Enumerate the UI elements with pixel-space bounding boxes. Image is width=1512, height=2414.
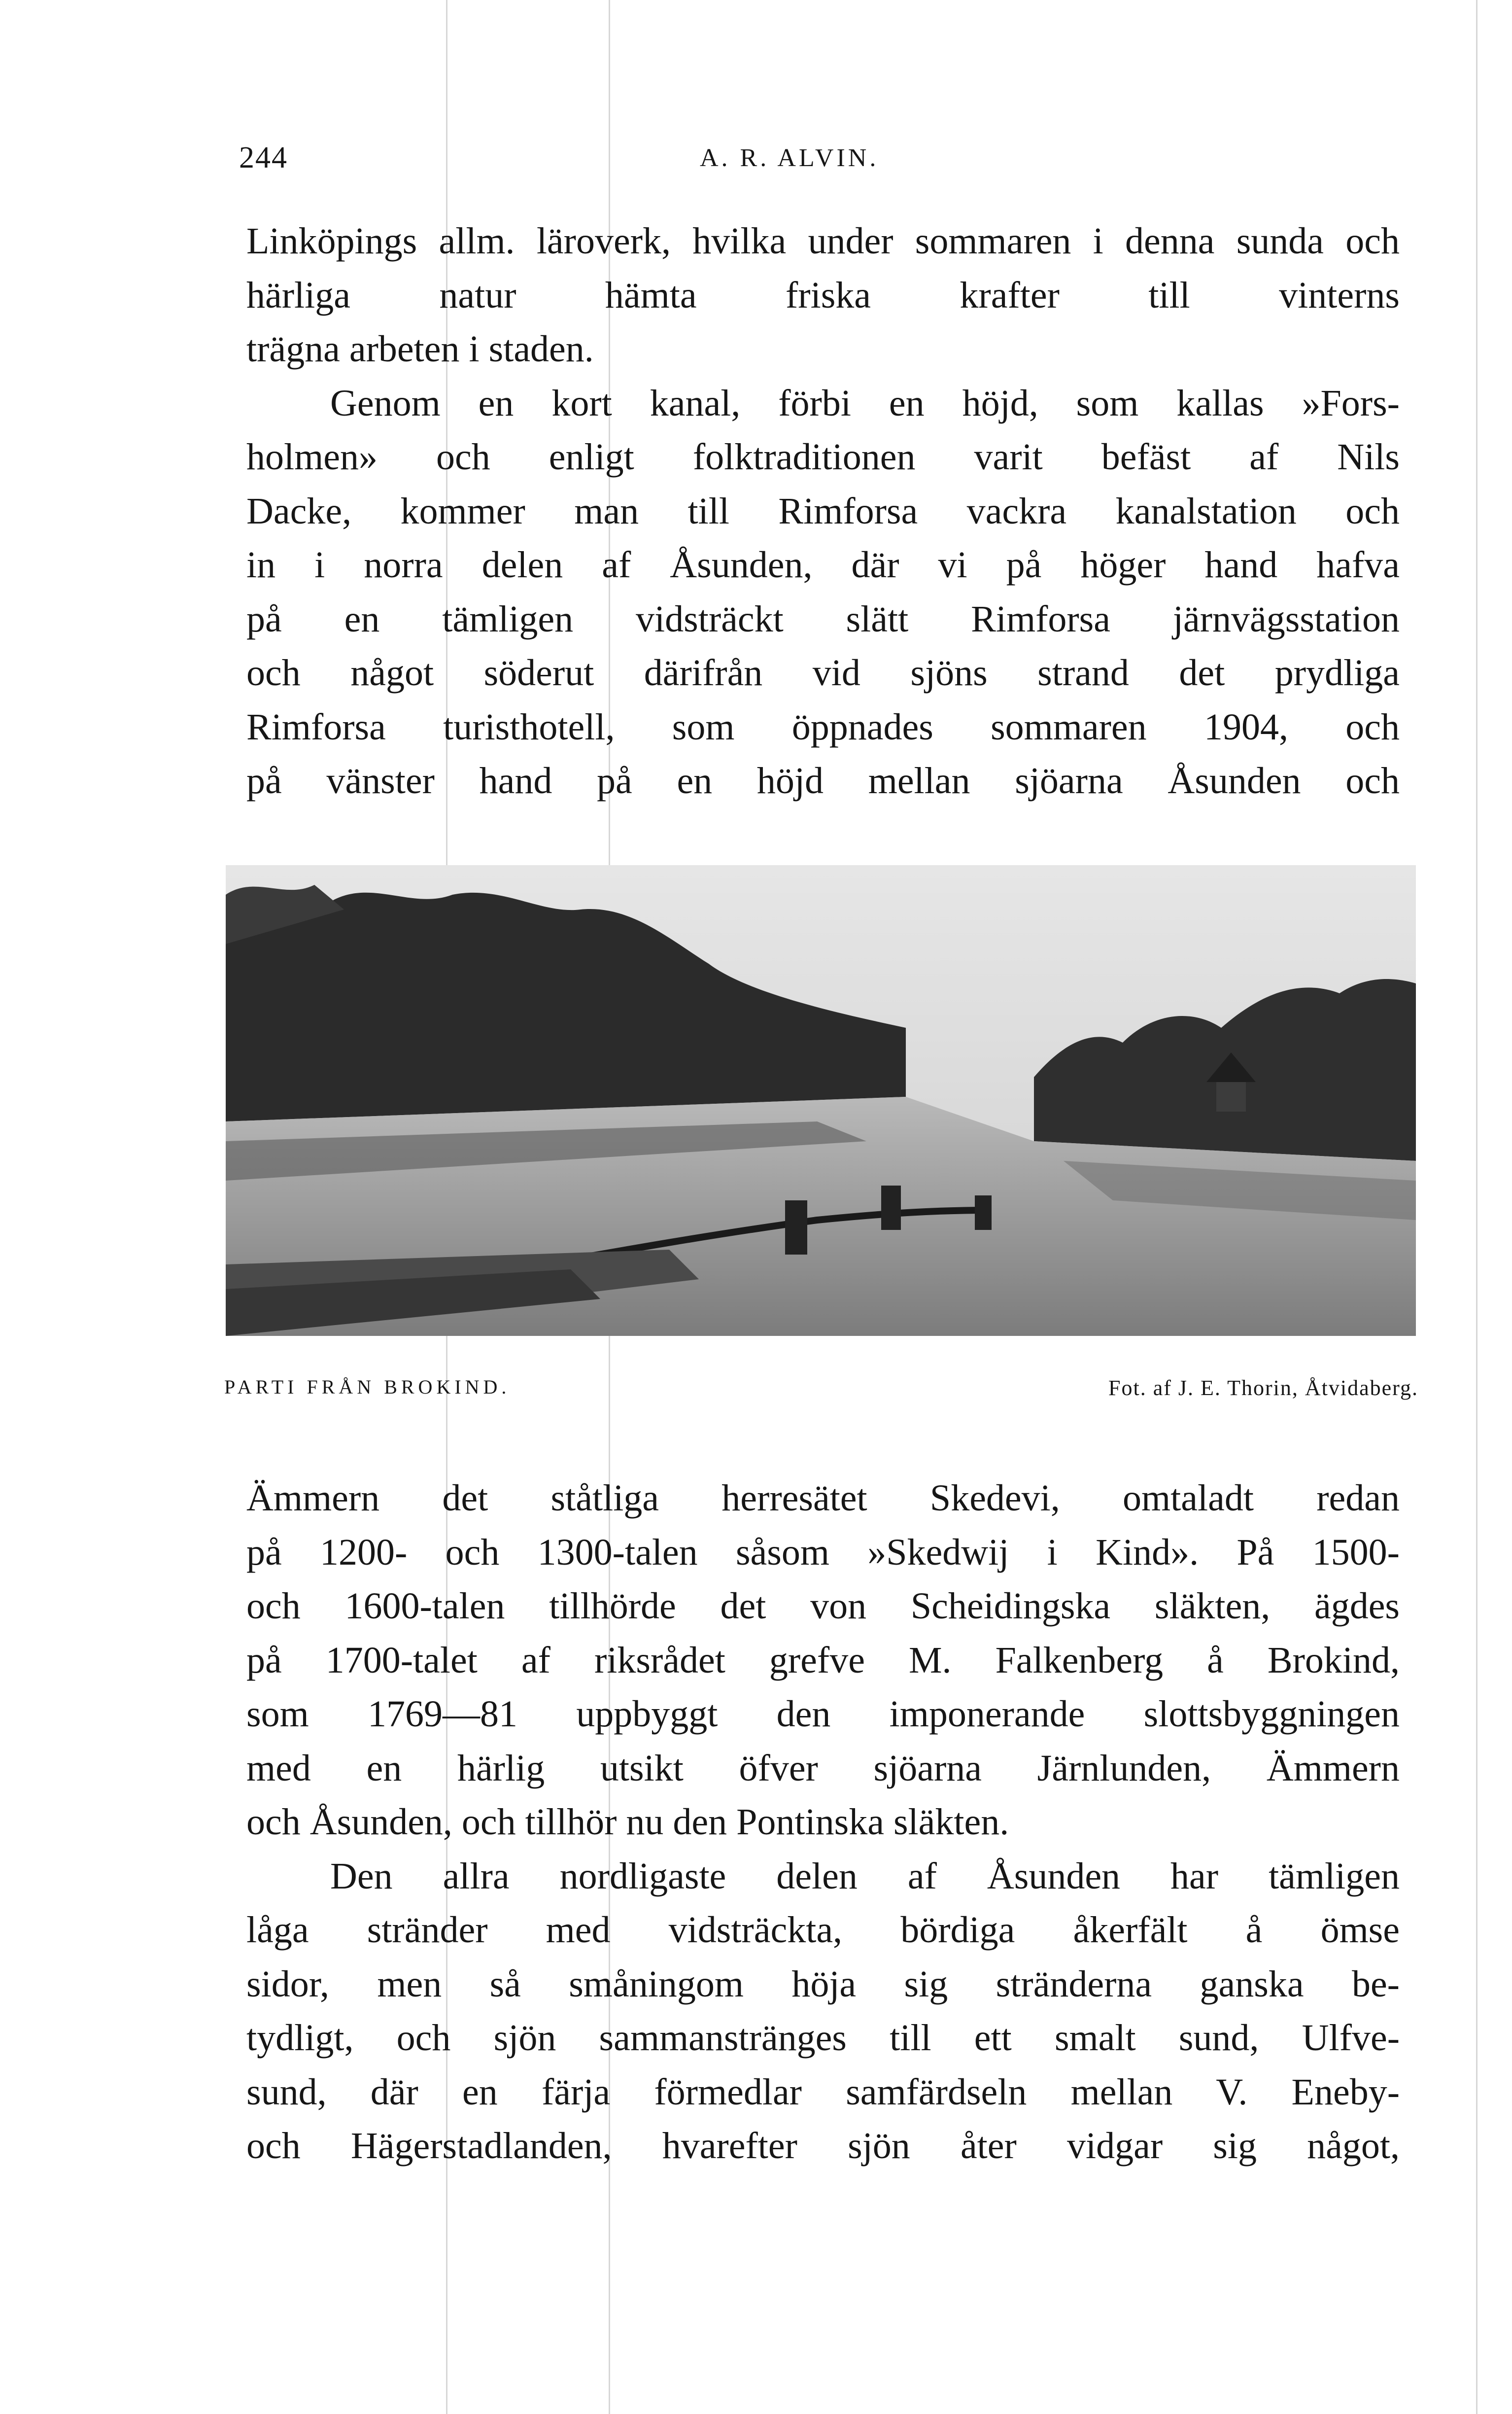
running-title: A. R. ALVIN. <box>700 144 879 172</box>
paragraph-line <box>246 2011 1400 2065</box>
paragraph-line <box>246 1471 1400 1526</box>
text-line: Rimforsa turisthotell, som öppnades sommaren 1904, och <box>246 706 1400 748</box>
text-line: låga stränder med vidsträckta, bördiga åkerfält å ömse <box>246 1909 1400 1951</box>
paragraph-line <box>246 2119 1400 2173</box>
paragraph-last-line <box>246 322 1400 377</box>
text-line: och 1600-talen tillhörde det von Scheidingska släkten, ägdes <box>246 1585 1400 1627</box>
running-head <box>239 140 1412 185</box>
paragraph-line <box>246 1742 1400 1796</box>
text-line: på vänster hand på en höjd mellan sjöarna Åsunden och <box>246 760 1400 802</box>
text-line: in i norra delen af Åsunden, där vi på höger hand hafva <box>246 544 1400 586</box>
paragraph-line <box>246 538 1400 593</box>
paragraph <box>246 377 1400 431</box>
text-line: och Hägerstadlanden, hvarefter sjön åter vidgar sig något, <box>246 2125 1400 2167</box>
photo-caption-title: PARTI FRÅN BROKIND. <box>224 1376 511 1398</box>
paragraph-line <box>246 700 1400 755</box>
paragraph-line <box>246 1903 1400 1958</box>
lake-photograph <box>226 865 1416 1336</box>
paragraph-line <box>246 1634 1400 1688</box>
text-line: sunda och härliga natur hämta friska krafter till vinterns <box>246 220 1400 316</box>
paragraph-line <box>246 1579 1400 1634</box>
text-line: och Åsunden, och tillhör nu den Pontinska släkten. <box>246 1801 1009 1843</box>
text-block-top <box>246 214 1400 808</box>
text-line: Den allra nordligaste delen af Åsunden har tämligen <box>330 1855 1400 1897</box>
text-line: på 1200- och 1300-talen såsom »Skedwij i Kind». På 1500- <box>246 1531 1400 1573</box>
paragraph-line <box>246 2065 1400 2120</box>
text-line: och något söderut därifrån vid sjöns strand det prydliga <box>246 652 1400 694</box>
paragraph <box>246 1850 1400 1904</box>
text-line: Linköpings allm. läroverk, hvilka under sommaren i denna <box>246 220 1215 262</box>
paragraph-line <box>246 646 1400 700</box>
paragraph-line <box>246 1526 1400 1580</box>
text-line: tydligt, och sjön sammanstränges till ett smalt sund, Ulfve- <box>246 2017 1400 2059</box>
text-block-bottom <box>246 1471 1400 2173</box>
paragraph-last-line <box>246 1795 1400 1850</box>
paragraph-line <box>246 1958 1400 2012</box>
scan-artifact-line <box>1476 0 1478 2414</box>
paragraph-line <box>246 1687 1400 1742</box>
text-line: med en härlig utsikt öfver sjöarna Järnlunden, Ämmern <box>246 1747 1400 1789</box>
paragraph-line <box>246 754 1400 808</box>
text-line: holmen» och enligt folktraditionen varit befäst af Nils <box>246 436 1400 478</box>
paragraph-line <box>246 430 1400 485</box>
text-line: sidor, men så småningom höja sig stränderna ganska be- <box>246 1963 1400 2005</box>
text-line: på en tämligen vidsträckt slätt Rimforsa järnvägsstation <box>246 598 1400 640</box>
photo-illustration <box>226 865 1416 1336</box>
photo-credit: Fot. af J. E. Thorin, Åtvidaberg. <box>1108 1376 1418 1400</box>
page-number: 244 <box>239 141 288 175</box>
paragraph <box>246 214 1400 322</box>
text-line: Dacke, kommer man till Rimforsa vackra kanalstation och <box>246 490 1400 532</box>
text-line: som 1769—81 uppbyggt den imponerande slottsbyggningen <box>246 1693 1400 1735</box>
text-line: sund, där en färja förmedlar samfärdseln mellan V. Eneby- <box>246 2071 1400 2113</box>
text-line: Ämmern det ståtliga herresätet Skedevi, omtaladt redan <box>246 1477 1400 1519</box>
text-line: Genom en kort kanal, förbi en höjd, som kallas »Fors- <box>330 382 1400 424</box>
paragraph-line <box>246 485 1400 539</box>
text-line: på 1700-talet af riksrådet grefve M. Falkenberg å Brokind, <box>246 1639 1400 1681</box>
text-line: trägna arbeten i staden. <box>246 328 594 370</box>
paragraph-line <box>246 593 1400 647</box>
